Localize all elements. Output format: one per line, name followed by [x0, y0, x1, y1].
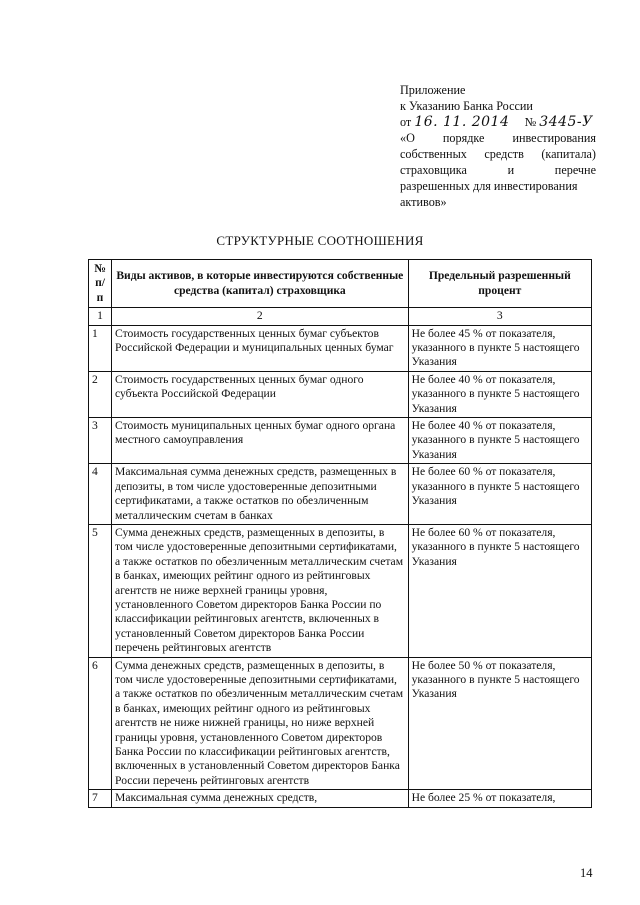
- row-number: 6: [89, 657, 112, 790]
- index-cell: 2: [112, 308, 409, 325]
- limit-cell: Не более 25 % от показателя,: [408, 790, 591, 807]
- limit-cell: Не более 40 % от показателя, указанного в пункте 5 настоящего Указания: [408, 418, 591, 464]
- table-index-row: [89, 308, 592, 325]
- header-num: № п/п: [89, 260, 112, 308]
- handwritten-number: 3445-У: [539, 114, 593, 130]
- asset-cell: Стоимость государственных ценных бумаг одного субъекта Российской Федерации: [112, 371, 409, 417]
- header-assets: Виды активов, в которые инвестируются собственные средства (капитал) страховщика: [112, 260, 409, 308]
- table-row: [89, 524, 592, 657]
- document-title-line-1: «О порядке инвестирования: [400, 131, 596, 145]
- index-cell: 3: [408, 308, 591, 325]
- limit-cell: Не более 40 % от показателя, указанного в пункте 5 настоящего Указания: [408, 371, 591, 417]
- row-number: 4: [89, 464, 112, 525]
- document-title-line-5: активов»: [400, 195, 447, 209]
- row-number: 1: [89, 325, 112, 371]
- table-row: [89, 371, 592, 417]
- asset-cell: Сумма денежных средств, размещенных в депозиты, в том числе удостоверенные депозитными сертификатами, а также остатков по обезличенным металлическим счетам в банках, имеющих рейтинг одного из рейтинговых агентств не ниже верхней границы уровня, установленного Советом директоров Банка России по классификации рейтинговых агентств, включенных в установленный Советом директоров Банка России перечень рейтинговых агентств: [112, 524, 409, 657]
- table-row: [89, 464, 592, 525]
- document-title-line-4: разрешенных для инвестирования: [400, 179, 578, 193]
- appendix-label: Приложение: [400, 83, 466, 97]
- row-number: 3: [89, 418, 112, 464]
- limit-cell: Не более 60 % от показателя, указанного в пункте 5 настоящего Указания: [408, 524, 591, 657]
- index-cell: 1: [89, 308, 112, 325]
- structural-ratios-table: [88, 259, 592, 808]
- asset-cell: Стоимость муниципальных ценных бумаг одного органа местного самоуправления: [112, 418, 409, 464]
- asset-cell: Стоимость государственных ценных бумаг субъектов Российской Федерации и муниципальных ценных бумаг: [112, 325, 409, 371]
- table-row: [89, 657, 592, 790]
- header-limit: Предельный разрешенный процент: [408, 260, 591, 308]
- table-row: [89, 418, 592, 464]
- page-number: 14: [580, 866, 593, 880]
- appendix-reference: к Указанию Банка России: [400, 99, 533, 113]
- row-number: 7: [89, 790, 112, 807]
- section-title: СТРУКТУРНЫЕ СООТНОШЕНИЯ: [216, 233, 424, 248]
- table-row: [89, 325, 592, 371]
- limit-cell: Не более 60 % от показателя, указанного в пункте 5 настоящего Указания: [408, 464, 591, 525]
- document-title-line-2: собственных средств (капитала): [400, 147, 596, 161]
- date-number-line: [400, 114, 596, 130]
- asset-cell: Максимальная сумма денежных средств,: [112, 790, 409, 807]
- limit-cell: Не более 50 % от показателя, указанного в пункте 5 настоящего Указания: [408, 657, 591, 790]
- number-prefix: №: [524, 115, 537, 129]
- document-title-line-3: страховщика и перечне: [400, 163, 596, 177]
- row-number: 5: [89, 524, 112, 657]
- asset-cell: Сумма денежных средств, размещенных в депозиты, в том числе удостоверенные депозитными сертификатами, а также остатков по обезличенным металлическим счетам в банках, имеющих рейтинг одного из рейтинговых агентств не ниже нижней границы, но ниже верхней границы уровня, установленного Советом директоров Банка России по классификации рейтинговых агентств, включенных в установленный Советом директоров Банка России перечень рейтинговых агентств: [112, 657, 409, 790]
- table-header-row: [89, 260, 592, 308]
- from-prefix: от: [400, 115, 412, 129]
- handwritten-date: 16. 11. 2014: [414, 114, 510, 130]
- table-row: [89, 790, 592, 807]
- appendix-header: [400, 82, 596, 210]
- row-number: 2: [89, 371, 112, 417]
- limit-cell: Не более 45 % от показателя, указанного в пункте 5 настоящего Указания: [408, 325, 591, 371]
- asset-cell: Максимальная сумма денежных средств, размещенных в депозиты, в том числе удостоверенные депозитными сертификатами, а также остатков по обезличенным металлическим счетам в банках: [112, 464, 409, 525]
